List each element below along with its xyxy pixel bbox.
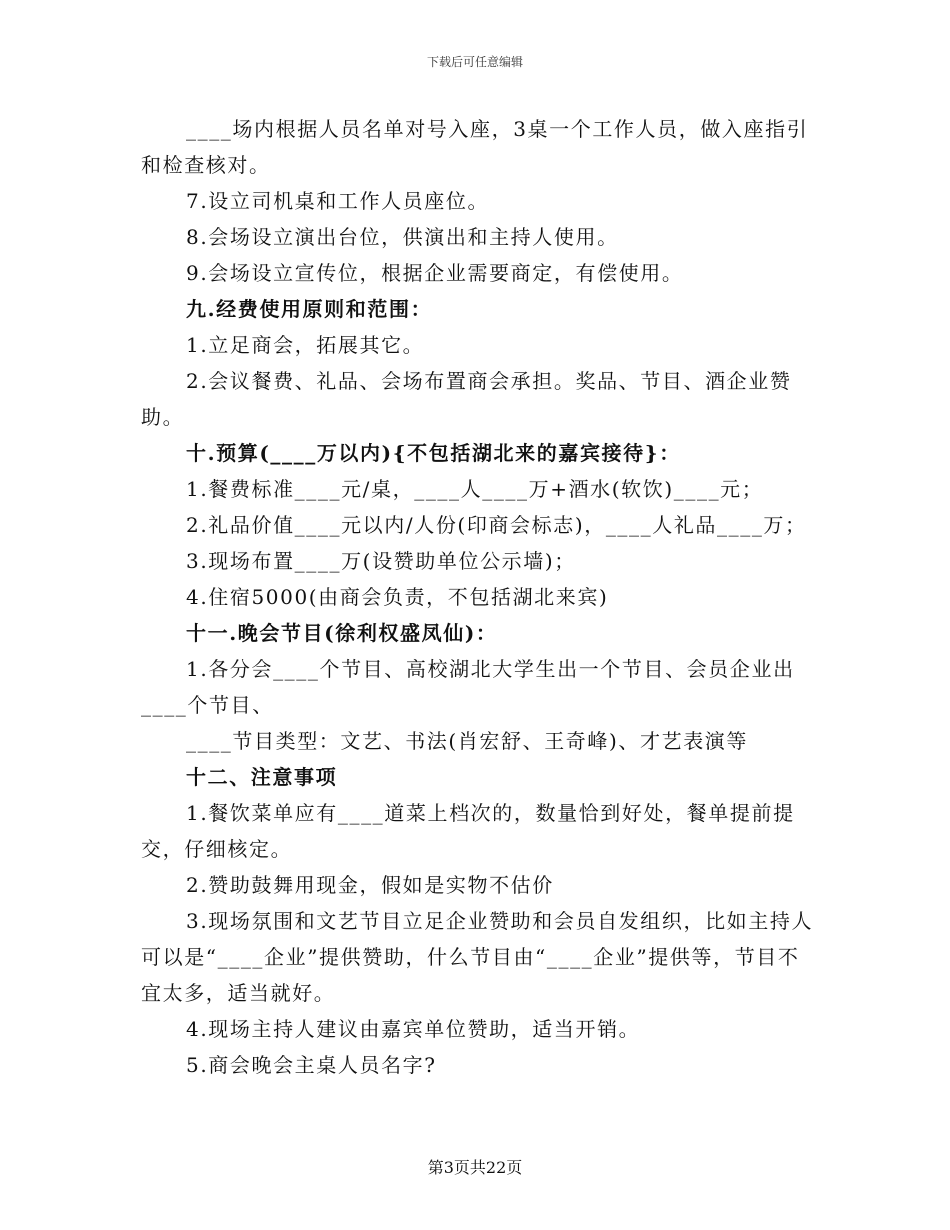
paragraph: 5.商会晚会主桌人员名字? [186,1053,437,1077]
section-heading: 十二、注意事项 [186,765,338,789]
document-body [141,111,816,1083]
paragraph: 1.餐费标准____元/桌，____人____万+酒水(软饮)____元； [186,477,764,501]
paragraph: 1.各分会____个节目、高校湖北大学生出一个节目、会员企业出____个节目、 [141,657,795,717]
paragraph: 7.设立司机桌和工作人员座位。 [186,189,490,213]
section-heading: 十.预算(____万以内){不包括湖北来的嘉宾接待}： [186,441,681,465]
paragraph: 1.立足商会，拓展其它。 [186,333,425,357]
paragraph: 2.礼品价值____元以内/人份(印商会标志)，____人礼品____万； [186,513,807,537]
page-footer: 第3页共22页 [427,1158,523,1177]
page-header: 下载后可任意编辑 [426,55,523,69]
paragraph: 3.现场布置____万(设赞助单位公示墙)； [186,549,576,573]
paragraph: 2.会议餐费、礼品、会场布置商会承担。奖品、节目、酒企业赞助。 [141,369,792,429]
paragraph: 9.会场设立宣传位，根据企业需要商定，有偿使用。 [186,261,684,285]
section-heading: 九.经费使用原则和范围： [186,297,433,321]
paragraph: 3.现场氛围和文艺节目立足企业赞助和会员自发组织，比如主持人可以是“____企业”提供赞助，什么节目由“____企业”提供等，节目不宜太多，适当就好。 [141,909,814,1005]
paragraph: 4.现场主持人建议由嘉宾单位赞助，适当开销。 [186,1017,641,1041]
paragraph: ____节目类型：文艺、书法(肖宏舒、王奇峰)、才艺表演等 [186,729,749,753]
paragraph: 4.住宿5000(由商会负责，不包括湖北来宾) [186,585,609,609]
paragraph: 2.赞助鼓舞用现金，假如是实物不估价 [186,873,554,897]
paragraph: ____场内根据人员名单对号入座，3桌一个工作人员，做入座指引和检查核对。 [141,117,809,177]
paragraph: 1.餐饮菜单应有____道菜上档次的，数量恰到好处，餐单提前提交，仔细核定。 [141,801,795,861]
paragraph: 8.会场设立演出台位，供演出和主持人使用。 [186,225,619,249]
section-heading: 十一.晚会节目(徐利权盛凤仙)： [186,621,498,645]
